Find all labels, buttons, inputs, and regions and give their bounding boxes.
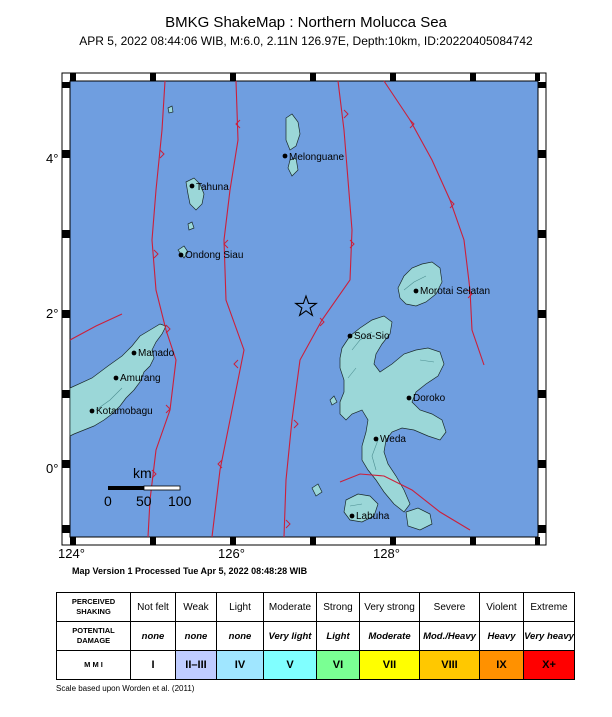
- city-label-labuha: Labuha: [356, 511, 390, 522]
- map-version-text: Map Version 1 Processed Tue Apr 5, 2022 08:48:28 WIB: [72, 566, 308, 576]
- city-dot-weda: [374, 437, 379, 442]
- mmi-cell: IX: [480, 651, 524, 680]
- mmi-cell: V: [264, 651, 317, 680]
- damage-cell: none: [176, 622, 217, 651]
- lat-label-4: 4°: [46, 151, 59, 166]
- city-dot-ondong-siau: [179, 253, 184, 258]
- damage-cell: Mod./Heavy: [420, 622, 480, 651]
- map-title: BMKG ShakeMap : Northern Molucca Sea: [165, 14, 447, 31]
- city-dot-soa-sio: [348, 334, 353, 339]
- shaking-cell: Moderate: [264, 593, 317, 622]
- city-dot-tahuna: [190, 184, 195, 189]
- lat-label-2: 2°: [46, 306, 59, 321]
- damage-cell: Very light: [264, 622, 317, 651]
- city-dot-labuha: [350, 514, 355, 519]
- mmi-cell: I: [131, 651, 176, 680]
- city-label-ondong-siau: Ondong Siau: [185, 250, 244, 261]
- lon-label-128: 128°: [373, 546, 400, 560]
- legend-row-damage: [57, 622, 575, 651]
- damage-cell: Very heavy: [524, 622, 575, 651]
- city-label-weda: Weda: [380, 434, 406, 445]
- city-label-manado: Manado: [138, 348, 175, 359]
- city-label-doroko: Doroko: [413, 393, 446, 404]
- city-dot-melonguane: [283, 154, 288, 159]
- scale-unit-label: km: [133, 465, 152, 481]
- legend-header-mmi: M M I: [57, 651, 131, 680]
- mmi-cell: IV: [217, 651, 264, 680]
- legend-row-shaking: [57, 593, 575, 622]
- shaking-cell: Very strong: [360, 593, 420, 622]
- shaking-cell: Strong: [317, 593, 360, 622]
- shaking-cell: Not felt: [131, 593, 176, 622]
- city-label-tahuna: Tahuna: [196, 182, 229, 193]
- shaking-cell: Violent: [480, 593, 524, 622]
- mmi-cell: II–III: [176, 651, 217, 680]
- mmi-cell: VIII: [420, 651, 480, 680]
- intensity-legend: [56, 592, 575, 680]
- damage-cell: Moderate: [360, 622, 420, 651]
- scale-label-50: 50: [136, 493, 152, 509]
- lon-label-126: 126°: [218, 546, 245, 560]
- city-dot-morotai-selatan: [414, 289, 419, 294]
- city-dot-manado: [132, 351, 137, 356]
- shaking-cell: Severe: [420, 593, 480, 622]
- scale-footnote: Scale based upon Worden et al. (2011): [56, 684, 195, 693]
- lat-label-0: 0°: [46, 461, 59, 476]
- damage-cell: none: [217, 622, 264, 651]
- shaking-cell: Extreme: [524, 593, 575, 622]
- damage-cell: none: [131, 622, 176, 651]
- shaking-cell: Weak: [176, 593, 217, 622]
- city-label-kotamobagu: Kotamobagu: [96, 406, 153, 417]
- scale-label-0: 0: [104, 493, 112, 509]
- legend-header-shaking: PERCEIVED SHAKING: [57, 593, 131, 622]
- legend-row-mmi: [57, 651, 575, 680]
- mmi-cell: VII: [360, 651, 420, 680]
- city-label-amurang: Amurang: [120, 373, 161, 384]
- city-dot-kotamobagu: [90, 409, 95, 414]
- damage-cell: Light: [317, 622, 360, 651]
- mmi-cell: VI: [317, 651, 360, 680]
- city-dot-doroko: [407, 396, 412, 401]
- damage-cell: Heavy: [480, 622, 524, 651]
- shaking-cell: Light: [217, 593, 264, 622]
- city-label-melonguane: Melonguane: [289, 152, 345, 163]
- city-label-soa-sio: Soa-Sio: [354, 331, 390, 342]
- mmi-cell: X+: [524, 651, 575, 680]
- lon-label-124: 124°: [58, 546, 85, 560]
- city-label-morotai-selatan: Morotai Selatan: [420, 286, 491, 297]
- scale-label-100: 100: [168, 493, 192, 509]
- city-dot-amurang: [114, 376, 119, 381]
- event-details: APR 5, 2022 08:44:06 WIB, M:6.0, 2.11N 126.97E, Depth:10km, ID:20220405084742: [79, 34, 533, 48]
- legend-header-damage: POTENTIAL DAMAGE: [57, 622, 131, 651]
